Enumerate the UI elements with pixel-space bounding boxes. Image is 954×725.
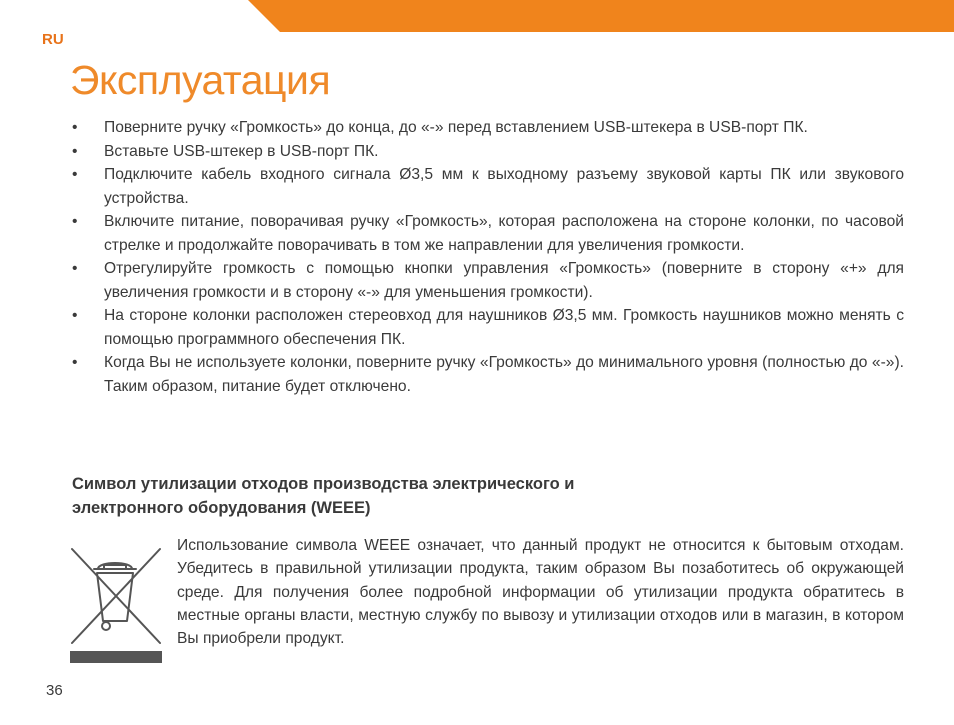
list-item [72,304,904,351]
bullet-marker: • [72,260,78,277]
weee-heading-line-1: Символ утилизации отходов производства электрического и [72,475,575,493]
list-item-text: Подключите кабель входного сигнала Ø3,5 мм к выходному разъему звуковой карты ПК или звукового устройства. [104,166,904,207]
list-item [72,140,904,164]
list-item [72,257,904,304]
crossed-out-wheelie-bin-icon [70,547,162,663]
instruction-list [72,116,904,398]
bullet-marker: • [72,213,78,230]
list-item-text: Поверните ручку «Громкость» до конца, до «-» перед вставлением USB-штекера в USB-порт ПК. [104,119,808,136]
list-item [72,163,904,210]
list-item [72,351,904,398]
weee-heading [72,472,772,520]
bullet-marker: • [72,119,78,136]
list-item [72,116,904,140]
list-item-text: Когда Вы не используете колонки, поверните ручку «Громкость» до минимального уровня (полностью до «-»). Таким образом, питание будет отключено. [104,354,904,395]
list-item [72,210,904,257]
list-item-text: Включите питание, поворачивая ручку «Громкость», которая расположена на стороне колонки, по часовой стрелке и продолжайте поворачивать в том же направлении для увеличения громкости. [104,213,904,254]
list-item-text: Отрегулируйте громкость с помощью кнопки управления «Громкость» (поверните в сторону «+» для увеличения громкости и в сторону «-» для уменьшения громкости). [104,260,904,301]
bullet-marker: • [72,307,78,324]
weee-heading-line-2: электронного оборудования (WEEE) [72,499,371,517]
language-label: RU [42,31,64,48]
page-number: 36 [46,682,63,699]
header-accent-bar [248,0,954,32]
bullet-marker: • [72,166,78,183]
page-title: Эксплуатация [70,57,331,103]
bullet-marker: • [72,142,78,160]
bullet-marker: • [72,354,78,371]
list-item-text: Вставьте USB-штекер в USB-порт ПК. [104,142,379,160]
weee-description: Использование символа WEEE означает, что данный продукт не относится к бытовым отходам. Убедитесь в правильной утилизации продукта, таким образом Вы позаботитесь об окружающей среде. Для получения более подробной информации об утилизации продукта обратитесь в местные органы власти, местную службу по вывозу и утилизации отходов или в магазин, в котором Вы приобрели продукт. [177,537,904,648]
list-item-text: На стороне колонки расположен стереовход для наушников Ø3,5 мм. Громкость наушников можно менять с помощью программного обеспечения ПК. [104,307,904,348]
